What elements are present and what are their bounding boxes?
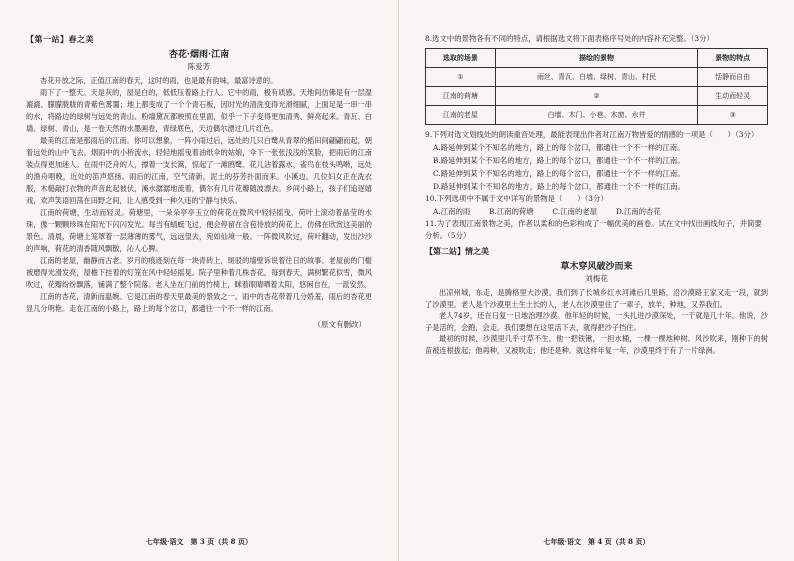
article-title: 草木穿风破沙而来: [560, 262, 633, 272]
table-row: [426, 68, 768, 87]
table-cell: 江南的老屋: [426, 106, 496, 125]
article-author: 陈爱芳: [187, 62, 211, 71]
paragraph: 雨下了一整天。天是灰的，屋是白的，低低压着路上行人。它中的雨，极有质感。天地间仿佛是有一层湿漉漉、朦朦胧胧的青紫色雾霭；地上都变成了一个个青石板，因时光的清洗变得光滑细腻，上面足是一串一串的水，将路边的绿树与远处的青山、粉墙黛瓦都映照在里面，似乎一下子变得更加清秀、鲜亮起来。青瓦、白墙、绿树、青山，是一卷天然的水墨画卷，青绿底色，天边偶尔漂过几片红色。: [26, 88, 372, 133]
option-c[interactable]: C.江南的老屋: [552, 207, 598, 216]
table-row: [426, 87, 768, 106]
table-cell: 白墙、木门、小巷、木窗、水井: [495, 106, 698, 125]
table-row: [426, 106, 768, 125]
table-cell: 雨丝、青瓦、白墙、绿树、青山、村民: [495, 68, 698, 87]
option-d[interactable]: D.江南的杏花: [615, 207, 661, 216]
option-a[interactable]: A.江南的雨: [433, 207, 471, 216]
section-tag: 【第一站】春之美: [26, 34, 94, 44]
paragraph: 最初的时候，沙漠里几乎寸草不生。他一把铁锹，一担水桶，一棵一棵地种树。风沙吹来，刚种下的树苗被连根拔起；他再种，又被吹走；他还是种。就这样年复一年，沙漠里终于有了一片绿洲。: [425, 334, 768, 355]
paragraph: 江南的杏花，清新而温婉。它是江南的春天里最美的景致之一。雨中的杏花带着几分娇羞，雨后的杏花更显几分明艳。走在江南的小路上，路上的每个岔口，都通往一个不一样的江南。: [26, 292, 372, 313]
question-9: 9.下列对选文划线处的朗读重音处理，最能表现出作者对江南万物皆爱的情感的一项是（ ）（3分）: [425, 130, 759, 139]
page-footer: 七年级·语文 第 4 页（共 8 页）: [543, 537, 650, 546]
option-b[interactable]: B.江南的荷塘: [488, 207, 534, 216]
table-cell: 恬静而自由: [698, 68, 768, 87]
table-cell: 江南的荷塘: [426, 87, 496, 106]
source-note: （原文有删改）: [313, 320, 366, 329]
paragraph: 老人74岁，还在日复一日地治理沙漠。他年轻的时候，一头扎进沙漠深处，一干就是几十年。他说，沙子是活的，会跑，会走。我们要想在这里活下去，就得把沙子挡住。: [425, 311, 768, 332]
paragraph: 出凉州城，东走，是腾格里大沙漠。我们到了长城乡红水河滩后几里路，沿沙漠路王家又走一段，就到了沙漠里。老人是个沙漠里土生土长的人，老人在沙漠里住了一辈子，放羊，种地，又养我们。: [425, 288, 768, 309]
paragraph: 江南的老屋，幽静而古老。岁月的痕迹刻在每一块青砖上，斑驳的墙壁诉说着往日的故事。老屋前的门槛被磨得光滑发亮，屋檐下挂着的灯笼在风中轻轻摇晃。院子里种着几株杏花，每到春天，满树繁花似雪，微风吹过，花瓣纷纷飘落，铺满了整个院落。老人坐在门前的竹椅上，眯着眼睛晒着太阳，悠闲自在，一派安然。: [26, 256, 372, 289]
question-8: 8.选文中的景物各有不同的特点，请根据选文将下面表格序号处的内容补充完整。（3分）: [425, 34, 714, 43]
section-tag: 【第二站】情之美: [425, 246, 489, 256]
page-footer: 七年级·语文 第 3 页（共 8 页）: [146, 537, 252, 546]
table-cell[interactable]: ③: [698, 106, 768, 125]
option-b[interactable]: B.路延伸到某个不知名的地方，路上的每个岔口，都通往一个不一样的江南。: [433, 156, 685, 165]
paragraph: 杏花开放之际，正值江南的春天，这时的雨，也是最有韵味，最富诗意的。: [40, 76, 278, 85]
right-page: [398, 0, 794, 561]
table-header: 描绘的景物: [495, 49, 698, 68]
question-10-options: [433, 205, 768, 218]
article-author: 刘梅花: [585, 274, 608, 283]
table-header: 景物的特点: [698, 49, 768, 68]
option-a[interactable]: A.路延伸到某个不知名的地方，路上的每个岔口，都通往一个不一样的江南。: [433, 143, 685, 152]
table-cell: 生动而轻灵: [698, 87, 768, 106]
paragraph: 江南的荷塘，生动而轻灵。荷塘里，一朵朵亭亭玉立的荷花在微风中轻轻摇曳，荷叶上滚动着晶莹的水珠，像一颗颗珍珠在阳光下闪闪发光。每当有蜻蜓飞过，便会停留在含苞待放的荷花上，仿佛在欣赏这美丽的景色。清晨，荷塘上笼罩着一层薄薄的雾气，远远望去，宛如仙境一般。一阵微风吹过，荷叶翻动，发出沙沙的声响，荷花的清香随风飘散，沁人心脾。: [26, 208, 372, 253]
article-title: 杏花·烟雨·江南: [168, 50, 230, 60]
table-header: 选取的场景: [426, 49, 496, 68]
option-d[interactable]: D.路延伸到某个不知名的地方，路上的每个岔口，都通往一个不一样的江南。: [433, 182, 685, 191]
paragraph: 最美的江南是那雨后的江南。你可以想象，一阵小雨过后，远处的几只白鹭从青翠的稻田间翩翩而起，朝着远处的山中飞去。烟雨中的小桥流水，轻轻地摇曳着油纸伞的姑娘，伞下一张张浅浅的笑脸，把雨后的江南装点得更加迷人。在雨中泛舟的人，撑着一支长篙，惊起了一滩鸥鹭。花儿沾着露水，雀鸟在枝头鸣啭，远处的渔舟唱晚，近处的笛声悠扬。雨后的江南，空气清新，泥土的芬芳扑面而来。小溪边，几位妇女正在洗衣服，木槌敲打衣物的声音此起彼伏，溪水潺潺地流着，偶尔有几片花瓣随波漂去。乡间小路上，孩子们追逐嬉戏，欢声笑语回荡在田野之间，让人感受到一种久违的宁静与快乐。: [26, 136, 372, 205]
question-8-table: [425, 48, 768, 125]
option-c[interactable]: C.路延伸到某个不知名的地方，路上的每个岔口，都通往一个不一样的江南。: [433, 169, 685, 178]
table-cell[interactable]: ②: [495, 87, 698, 106]
question-11: 11.为了表现江南景物之美，作者以柔和的色彩构成了一幅优美的画卷。试在文中找出画线句子，并简要分析。（5分）: [425, 219, 762, 240]
table-cell[interactable]: ①: [426, 68, 496, 87]
question-10: 10.下列选项中不属于文中详写的景物是（ ）（3分）: [425, 194, 608, 203]
